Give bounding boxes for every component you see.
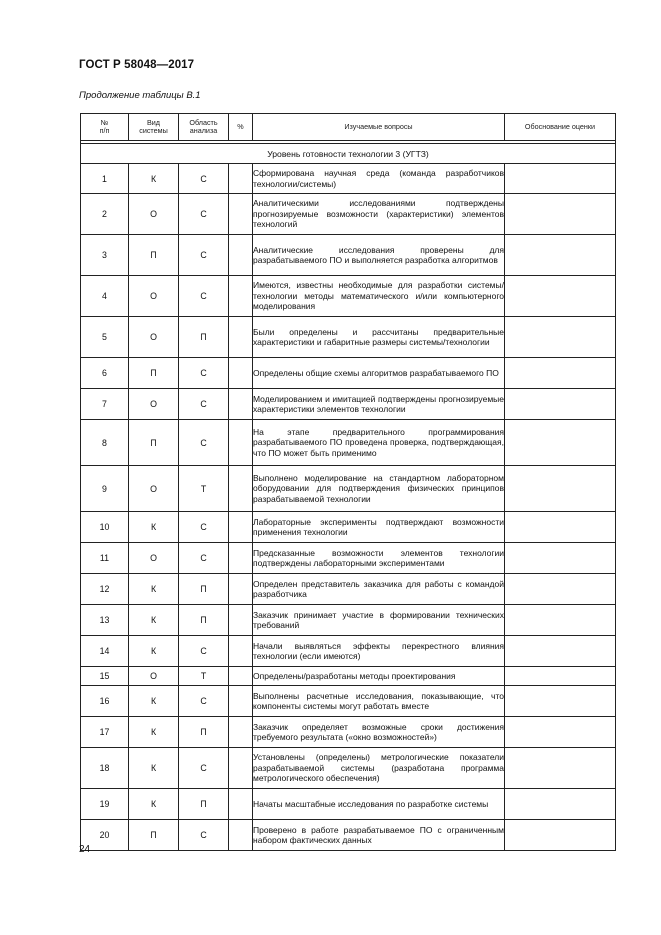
row-number: 4 <box>81 276 129 317</box>
question-cell: На этапе предварительного программирования разрабатываемого ПО проведена проверка, подтверждающая, что ПО может быть применимо <box>253 420 505 466</box>
table-row <box>81 605 616 636</box>
question-cell: Начали выявляться эффекты перекрестного влияния технологии (если имеются) <box>253 636 505 667</box>
table-row <box>81 389 616 420</box>
system-type-cell: К <box>129 574 179 605</box>
level-title-row <box>81 144 616 164</box>
question-cell: Начаты масштабные исследования по разработке системы <box>253 789 505 820</box>
row-number: 19 <box>81 789 129 820</box>
percent-cell <box>229 686 253 717</box>
justification-cell <box>505 466 616 512</box>
system-type-cell: О <box>129 389 179 420</box>
percent-cell <box>229 420 253 466</box>
justification-cell <box>505 636 616 667</box>
table-row <box>81 317 616 358</box>
analysis-area-cell: П <box>179 317 229 358</box>
justification-cell <box>505 235 616 276</box>
table-row <box>81 686 616 717</box>
justification-cell <box>505 543 616 574</box>
justification-cell <box>505 276 616 317</box>
table-header-row <box>81 114 616 141</box>
question-cell: Моделированием и имитацией подтверждены прогнозируемые характеристики элементов технологии <box>253 389 505 420</box>
justification-cell <box>505 789 616 820</box>
row-number: 14 <box>81 636 129 667</box>
table-row <box>81 667 616 686</box>
row-number: 13 <box>81 605 129 636</box>
assessment-table <box>80 113 616 851</box>
justification-cell <box>505 194 616 235</box>
question-cell: Предсказанные возможности элементов технологии подтверждены лабораторными экспериментами <box>253 543 505 574</box>
question-cell: Имеются, известны необходимые для разработки системы/технологии методы математического и/или компьютерного моделирования <box>253 276 505 317</box>
page-number: 24 <box>79 844 91 855</box>
question-cell: Заказчик принимает участие в формировании технических требований <box>253 605 505 636</box>
system-type-cell: П <box>129 820 179 851</box>
analysis-area-cell: С <box>179 235 229 276</box>
document-code: ГОСТ Р 58048—2017 <box>79 59 195 71</box>
question-cell: Аналитическими исследованиями подтверждены прогнозируемые возможности (характеристики) элементов технологий <box>253 194 505 235</box>
table-row <box>81 164 616 194</box>
percent-cell <box>229 789 253 820</box>
question-cell: Лабораторные эксперименты подтверждают возможности применения технологии <box>253 512 505 543</box>
system-type-cell: П <box>129 420 179 466</box>
percent-cell <box>229 636 253 667</box>
analysis-area-cell: С <box>179 276 229 317</box>
analysis-area-cell: Т <box>179 667 229 686</box>
table-row <box>81 636 616 667</box>
analysis-area-cell: С <box>179 820 229 851</box>
row-number: 6 <box>81 358 129 389</box>
system-type-cell: О <box>129 543 179 574</box>
row-number: 18 <box>81 748 129 789</box>
row-number: 1 <box>81 164 129 194</box>
system-type-cell: П <box>129 235 179 276</box>
percent-cell <box>229 512 253 543</box>
justification-cell <box>505 748 616 789</box>
table-row <box>81 543 616 574</box>
analysis-area-cell: С <box>179 389 229 420</box>
analysis-area-cell: С <box>179 420 229 466</box>
system-type-cell: К <box>129 512 179 543</box>
percent-cell <box>229 276 253 317</box>
question-cell: Были определены и рассчитаны предварительные характеристики и габаритные размеры системы/технологии <box>253 317 505 358</box>
percent-cell <box>229 605 253 636</box>
justification-cell <box>505 574 616 605</box>
row-number: 2 <box>81 194 129 235</box>
percent-cell <box>229 389 253 420</box>
system-type-cell: К <box>129 789 179 820</box>
analysis-area-cell: С <box>179 194 229 235</box>
row-number: 11 <box>81 543 129 574</box>
justification-cell <box>505 512 616 543</box>
question-cell: Заказчик определяет возможные сроки достижения требуемого результата («окно возможностей») <box>253 717 505 748</box>
analysis-area-cell: С <box>179 686 229 717</box>
row-number: 17 <box>81 717 129 748</box>
analysis-area-cell: П <box>179 605 229 636</box>
justification-cell <box>505 686 616 717</box>
table-row <box>81 717 616 748</box>
level-title: Уровень готовности технологии 3 (УГТЗ) <box>81 144 616 164</box>
system-type-cell: К <box>129 748 179 789</box>
system-type-cell: К <box>129 686 179 717</box>
analysis-area-cell: С <box>179 164 229 194</box>
justification-cell <box>505 317 616 358</box>
analysis-area-cell: С <box>179 636 229 667</box>
col-header-questions: Изучаемые вопросы <box>253 114 505 141</box>
percent-cell <box>229 235 253 276</box>
percent-cell <box>229 164 253 194</box>
percent-cell <box>229 194 253 235</box>
justification-cell <box>505 389 616 420</box>
percent-cell <box>229 358 253 389</box>
table-row <box>81 820 616 851</box>
system-type-cell: О <box>129 466 179 512</box>
question-cell: Определен представитель заказчика для работы с командой разработчика <box>253 574 505 605</box>
analysis-area-cell: С <box>179 748 229 789</box>
row-number: 3 <box>81 235 129 276</box>
table-row <box>81 789 616 820</box>
system-type-cell: О <box>129 317 179 358</box>
question-cell: Проверено в работе разрабатываемое ПО с ограниченным набором фактических данных <box>253 820 505 851</box>
row-number: 20 <box>81 820 129 851</box>
analysis-area-cell: С <box>179 512 229 543</box>
col-header-justification: Обоснование оценки <box>505 114 616 141</box>
row-number: 7 <box>81 389 129 420</box>
table-row <box>81 420 616 466</box>
question-cell: Определены/разработаны методы проектирования <box>253 667 505 686</box>
system-type-cell: К <box>129 164 179 194</box>
question-cell: Аналитические исследования проверены для разрабатываемого ПО и выполняется разработка алгоритмов <box>253 235 505 276</box>
system-type-cell: П <box>129 358 179 389</box>
table-row <box>81 466 616 512</box>
row-number: 5 <box>81 317 129 358</box>
analysis-area-cell: С <box>179 358 229 389</box>
table-row <box>81 748 616 789</box>
col-header-number: № п/п <box>81 114 129 141</box>
percent-cell <box>229 543 253 574</box>
percent-cell <box>229 574 253 605</box>
percent-cell <box>229 820 253 851</box>
system-type-cell: О <box>129 276 179 317</box>
system-type-cell: К <box>129 636 179 667</box>
justification-cell <box>505 667 616 686</box>
analysis-area-cell: Т <box>179 466 229 512</box>
system-type-cell: К <box>129 605 179 636</box>
justification-cell <box>505 717 616 748</box>
col-header-percent: % <box>229 114 253 141</box>
row-number: 10 <box>81 512 129 543</box>
percent-cell <box>229 667 253 686</box>
row-number: 8 <box>81 420 129 466</box>
table-row <box>81 358 616 389</box>
percent-cell <box>229 748 253 789</box>
justification-cell <box>505 820 616 851</box>
system-type-cell: К <box>129 717 179 748</box>
question-cell: Установлены (определены) метрологические показатели разрабатываемой системы (разработана программа метрологического обеспечения) <box>253 748 505 789</box>
table-row <box>81 276 616 317</box>
row-number: 15 <box>81 667 129 686</box>
percent-cell <box>229 317 253 358</box>
table-row <box>81 512 616 543</box>
col-header-analysis-area: Область анализа <box>179 114 229 141</box>
question-cell: Выполнено моделирование на стандартном лабораторном оборудовании для подтверждения физических принципов разрабатываемой технологии <box>253 466 505 512</box>
percent-cell <box>229 717 253 748</box>
question-cell: Сформирована научная среда (команда разработчиков технологии/системы) <box>253 164 505 194</box>
col-header-system-type: Вид системы <box>129 114 179 141</box>
table-row <box>81 574 616 605</box>
row-number: 12 <box>81 574 129 605</box>
justification-cell <box>505 164 616 194</box>
percent-cell <box>229 466 253 512</box>
analysis-area-cell: П <box>179 574 229 605</box>
system-type-cell: О <box>129 194 179 235</box>
row-number: 16 <box>81 686 129 717</box>
question-cell: Определены общие схемы алгоритмов разрабатываемого ПО <box>253 358 505 389</box>
analysis-area-cell: П <box>179 717 229 748</box>
table-row <box>81 235 616 276</box>
analysis-area-cell: С <box>179 543 229 574</box>
system-type-cell: О <box>129 667 179 686</box>
row-number: 9 <box>81 466 129 512</box>
table-caption: Продолжение таблицы В.1 <box>79 90 201 101</box>
question-cell: Выполнены расчетные исследования, показывающие, что компоненты системы могут работать вместе <box>253 686 505 717</box>
justification-cell <box>505 358 616 389</box>
table-row <box>81 194 616 235</box>
justification-cell <box>505 605 616 636</box>
analysis-area-cell: П <box>179 789 229 820</box>
justification-cell <box>505 420 616 466</box>
